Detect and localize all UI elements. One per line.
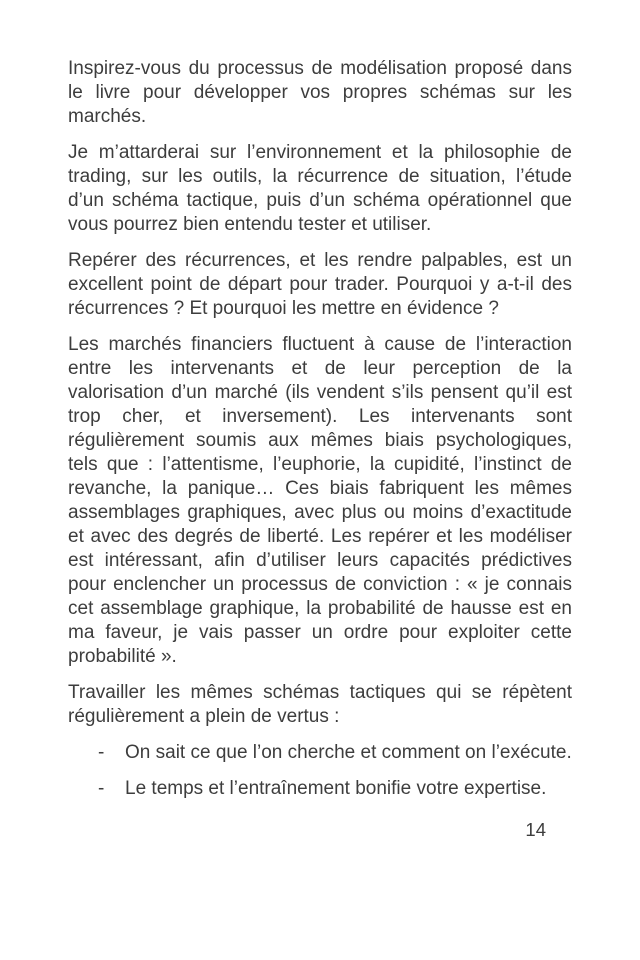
list-item	[68, 741, 572, 765]
paragraph-1: Inspirez-vous du processus de modélisation proposé dans le livre pour développer vos propres schémas sur les marchés.	[68, 58, 572, 127]
paragraph-2: Je m’attarderai sur l’environnement et la philosophie de trading, sur les outils, la récurrence de situation, l’étude d’un schéma tactique, puis d’un schéma opérationnel que vous pourrez bien entendu tester et utiliser.	[68, 142, 572, 235]
list-item-text: On sait ce que l’on cherche et comment on l’exécute.	[125, 742, 572, 763]
bullet-list	[68, 741, 572, 801]
list-dash-marker: -	[98, 778, 105, 799]
paragraph-5: Travailler les mêmes schémas tactiques qui se répètent régulièrement a plein de vertus :	[68, 682, 572, 727]
paragraph-4: Les marchés financiers fluctuent à cause de l’interaction entre les intervenants et de leur perception de la valorisation d’un marché (ils vendent s’ils pensent qu’il est trop cher, et inversement). Les intervenants sont régulièrement soumis aux mêmes biais psychologiques, tels que : l’attentisme, l’euphorie, la cupidité, l’instinct de revanche, la panique… Ces biais fabriquent les mêmes assemblages graphiques, avec plus ou moins d’exactitude et avec des degrés de liberté. Les repérer et les modéliser est intéressant, afin d’utiliser leurs capacités prédictives pour enclencher un processus de conviction : « je connais cet assemblage graphique, la probabilité de hausse est en ma faveur, je vais passer un ordre pour exploiter cette probabilité ».	[68, 334, 572, 667]
page-footer	[68, 818, 572, 842]
list-item-text: Le temps et l’entraînement bonifie votre expertise.	[125, 778, 547, 799]
page-number: 14	[525, 819, 546, 840]
text-column	[68, 57, 572, 842]
list-item	[68, 777, 572, 801]
list-dash-marker: -	[98, 742, 105, 763]
paragraph-3: Repérer des récurrences, et les rendre palpables, est un excellent point de départ pour trader. Pourquoi y a-t-il des récurrences ? Et pourquoi les mettre en évidence ?	[68, 250, 572, 319]
